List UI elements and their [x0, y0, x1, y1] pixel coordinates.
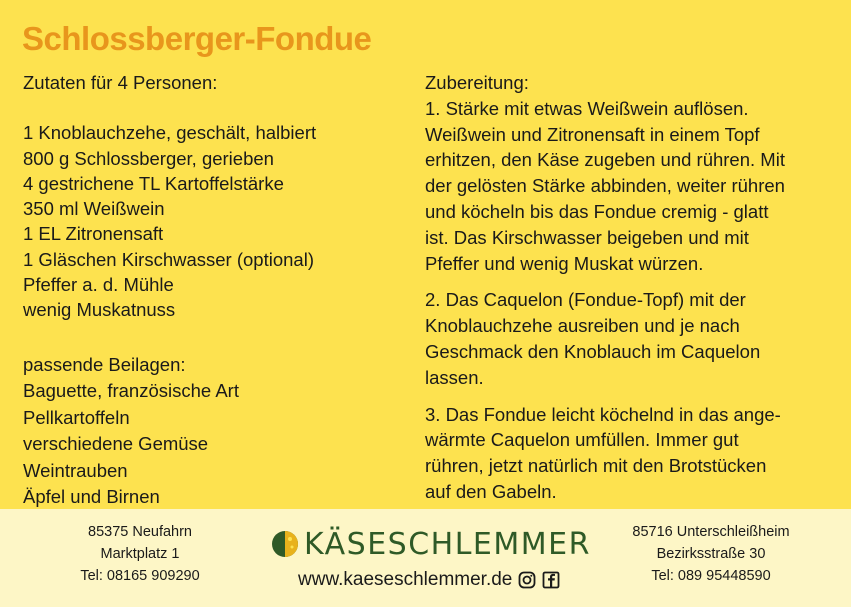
brand-logo [270, 527, 591, 561]
side-item: verschiedene Gemüse [23, 433, 209, 455]
ingredient-item: 1 EL Zitronensaft [23, 223, 164, 245]
step-line: und köcheln bis das Fondue cremig - glatt [425, 200, 769, 222]
ingredients-column [23, 70, 413, 511]
preparation-step-1 [425, 96, 835, 277]
side-item: Weintrauben [23, 459, 128, 481]
step-line: auf den Gabeln. [425, 480, 557, 502]
address-line: Bezirksstraße 30 [656, 546, 766, 562]
step-line: Pfeffer und wenig Muskat würzen. [425, 252, 704, 274]
address-unterschleissheim [611, 521, 811, 587]
cheese-logo-icon [270, 529, 300, 559]
phone-number: Tel: 08165 909290 [80, 568, 200, 584]
ingredient-item: 4 gestrichene TL Kartoffelstärke [23, 172, 284, 194]
preparation-column [425, 70, 835, 505]
footer [0, 509, 851, 607]
ingredient-item: 1 Knoblauchzehe, geschält, halbiert [23, 122, 317, 144]
step-line: erhitzen, den Käse zugeben und rühren. Mit [425, 149, 785, 171]
brand-name: KÄSESCHLEMMER [304, 526, 591, 562]
step-line: rühren, jetzt natürlich mit den Brotstücken [425, 455, 767, 477]
recipe-title: Schlossberger-Fondue [22, 20, 372, 57]
step-line: Knoblauchzehe ausreiben und je nach [425, 315, 740, 337]
ingredient-item: 350 ml Weißwein [23, 198, 165, 220]
step-line: 3. Das Fondue leicht köchelnd in das ange- [425, 403, 781, 425]
side-item: Äpfel und Birnen [23, 486, 160, 508]
address-neufahrn [40, 521, 240, 587]
ingredients-heading: Zutaten für 4 Personen: [23, 72, 218, 93]
preparation-step-2 [425, 287, 835, 390]
instagram-icon[interactable] [518, 571, 536, 589]
step-line: Geschmack den Knoblauch im Caquelon [425, 340, 761, 362]
facebook-icon[interactable] [542, 571, 560, 589]
ingredient-item: 1 Gläschen Kirschwasser (optional) [23, 248, 314, 270]
step-line: 1. Stärke mit etwas Weißwein auflösen. [425, 97, 749, 119]
step-line: lassen. [425, 366, 484, 388]
website-link[interactable]: www.kaeseschlemmer.de [298, 569, 513, 590]
step-line: ist. Das Kirschwasser beigeben und mit [425, 226, 749, 248]
address-line: 85716 Unterschleißheim [632, 524, 790, 540]
phone-number: Tel: 089 95448590 [651, 568, 771, 584]
sides-heading: passende Beilagen: [23, 353, 186, 375]
ingredient-item: wenig Muskatnuss [23, 299, 176, 321]
step-line: Weißwein und Zitronensaft in einem Topf [425, 123, 760, 145]
side-item: Baguette, französische Art [23, 380, 239, 402]
address-line: Marktplatz 1 [100, 546, 180, 562]
sides-list [23, 352, 413, 511]
ingredient-item: Pfeffer a. d. Mühle [23, 274, 174, 296]
preparation-heading: Zubereitung: [425, 72, 529, 93]
preparation-step-3 [425, 402, 835, 505]
side-item: Pellkartoffeln [23, 406, 130, 428]
step-line: der gelösten Stärke abbinden, weiter rühren [425, 175, 785, 197]
ingredient-item: 800 g Schlossberger, gerieben [23, 147, 274, 169]
website-row [298, 569, 560, 591]
address-line: 85375 Neufahrn [88, 524, 192, 540]
step-line: 2. Das Caquelon (Fondue-Topf) mit der [425, 289, 746, 311]
step-line: wärmte Caquelon umfüllen. Immer gut [425, 429, 739, 451]
